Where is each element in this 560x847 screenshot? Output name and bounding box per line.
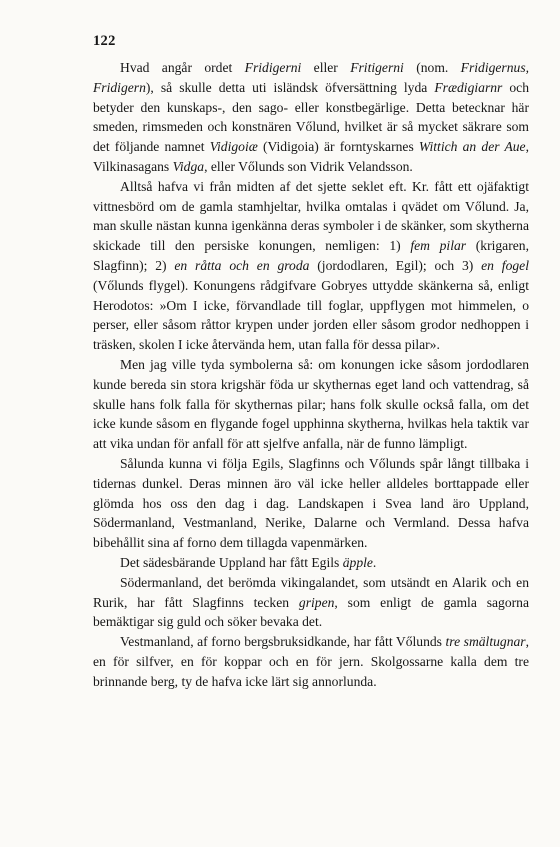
text-run: Vestmanland, af forno bergsbruksidkande, har fått Vőlunds — [120, 634, 446, 650]
text-run: , som enligt de gamla sagorna bemäktigar sig guld och söker bevaka det. — [93, 594, 529, 630]
italic-text: Fridigernus, Fridigern — [93, 60, 530, 95]
text-run: Hvad angår ordet — [120, 60, 245, 75]
text-run: , eller Vőlunds son Vidrik Velandsson. — [204, 158, 413, 174]
paragraph — [93, 632, 529, 691]
paragraph — [93, 573, 529, 632]
text-run: (Vőlunds flygel). Konungens rådgifvare Gobryes uttydde skänkerna så, enligt Herodotos: »Om I icke, förvandlade till foglar, uppflygen mot himmelen, o perser, eller såsom råttor krypen under jorden eller såsom grodor nedhoppen i träsken, skolen I icke återvända hem, utan falla för dessa pilar». — [93, 277, 529, 353]
text-run: Det sädesbärande Uppland har fått Egils — [120, 554, 343, 570]
text-run: Men jag ville tyda symbolerna så: om konungen icke såsom jordodlaren kunde bereda sin stora krigshär föda ur skythernas eget land och vattendrag, så skulle hans folk falla för skythernas pilar; hans folk skulle också falla, om det icke kunde såsom en flygande fogel upphinna skytherna, hvilkas hela taktik var att vika undan för anfall för att sjelfve anfalla, när de funno lämpligt. — [93, 356, 529, 452]
italic-text: fem pilar — [410, 238, 467, 254]
italic-text: gripen — [298, 594, 335, 610]
text-run: Södermanland, det berömda vikingalandet, som utsändt en Alarik och en Rurik, har fått Slagfinns tecken — [93, 574, 529, 610]
text-run: ), så skulle detta uti isländsk öfversättning lyda — [145, 79, 435, 95]
italic-text: en fogel — [481, 257, 529, 273]
paragraph — [93, 177, 529, 355]
text-run: , Vilkinasagans — [93, 139, 529, 174]
text-run: (Vidigoia) är forntyskarnes — [257, 139, 419, 155]
italic-text: Frædigiarnr — [434, 79, 503, 95]
italic-text: Vidga — [172, 158, 205, 174]
text-run: (krigaren, Slagfinn); 2) — [93, 238, 529, 273]
page-number: 122 — [93, 33, 116, 49]
text-run: eller — [301, 60, 351, 75]
italic-text: en råtta och en groda — [174, 257, 310, 273]
italic-text: Fritigerni — [350, 60, 404, 75]
italic-text: äpple — [342, 554, 373, 570]
text-run: Alltså hafva vi från midten af det sjette seklet eft. Kr. fått ett ojäfaktigt vittnesbörd om de gamla stamhjeltar, hvilka omtalas i qvädet om Vőlund. Ja, man skulle nästan kunna igenkänna deras symboler i de skänker, som skytherna skickade till den persiske konungen, nemligen: 1) — [93, 178, 529, 254]
paragraph — [93, 553, 529, 573]
text-run: (nom. — [403, 60, 461, 75]
italic-text: tre smältugnar — [445, 634, 526, 650]
body-text — [93, 58, 529, 692]
text-run: (jordodlaren, Egil); och 3) — [309, 257, 482, 273]
italic-text: Vidigoiæ — [209, 139, 258, 155]
paragraph — [93, 454, 529, 553]
italic-text: Fridigerni — [244, 60, 302, 75]
text-run: och betyder den kunskaps-, den sago- eller konstbegärlige. Detta betecknar här smeden, rimsmeden och konstnären Vőlund, hvilket är så mycket säkrare som det följande namnet — [93, 79, 529, 155]
paragraph — [93, 58, 529, 177]
text-run: Sålunda kunna vi följa Egils, Slagfinns och Vőlunds spår långt tillbaka i tidernas dunkel. Deras minnen äro väl icke heller alldeles borttappade eller glömda hos oss den dag i dag. Landskapen i Svea land äro Uppland, Södermanland, Vestmanland, Nerike, Dalarne och Vermland. Dessa hafva bibehållit sina af forno dem tillagda vapenmärken. — [93, 455, 529, 551]
italic-text: Wittich an der Aue — [418, 139, 526, 155]
text-run: , en för silfver, en för koppar och en för jern. Skolgossarne kalla dem tre brinnande berg, ty de hafva icke lärt sig annorlunda. — [93, 634, 529, 689]
paragraph — [93, 355, 529, 454]
text-run: . — [372, 554, 377, 570]
